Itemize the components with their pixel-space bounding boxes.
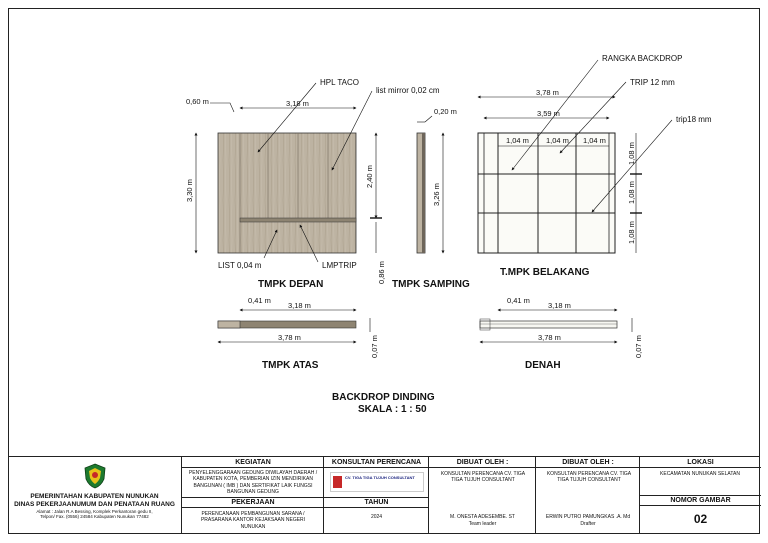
lokasi-cell xyxy=(639,457,760,534)
agency-line-1: PEMERINTAHAN KABUPATEN NUNUKAN xyxy=(30,493,159,500)
back-inner-dim: 3,59 m xyxy=(537,109,560,118)
drawing-title: BACKDROP DINDING xyxy=(332,392,435,403)
top-offset-dim: 0,41 m xyxy=(248,296,271,305)
front-upper-dim: 2,40 m xyxy=(365,165,374,188)
agency-address: Alamat : Jalan R.A Bessing, Komplek Perkantoran gedu II, xyxy=(36,509,153,514)
front-lower-dim: 0,86 m xyxy=(377,261,386,284)
agency-cell xyxy=(8,457,181,534)
plan-view xyxy=(480,296,643,371)
dibuat-oleh-1-role: Team leader xyxy=(468,521,497,527)
kegiatan-text: PENYELENGGARAAN GEDUNG DIWILAYAH DAERAH / KABUPATEN KOTA, PEMBERIAN IZIN MENDIRIKAN BANGUNAN ( IMB ) DAN SERTIFIKAT LAIK FUNGSI BANGUNAN GEDUNG xyxy=(188,470,318,495)
dibuat-oleh-1-name: M. ONESTA ADESEMBE. ST xyxy=(450,514,515,520)
back-view xyxy=(478,54,712,278)
dibuat-oleh-1-cell xyxy=(428,457,535,534)
front-view-label: TMPK DEPAN xyxy=(258,279,324,290)
plan-panel xyxy=(480,321,617,328)
top-depth-dim: 0,07 m xyxy=(370,335,379,358)
side-height-dim: 3,26 m xyxy=(432,183,441,206)
tahun-value: 2024 xyxy=(370,514,383,520)
callout-trip-12: TRIP 12 mm xyxy=(630,78,675,87)
back-view-label: T.MPK BELAKANG xyxy=(500,267,590,278)
plan-offset-dim: 0,41 m xyxy=(507,296,530,305)
back-bay-dim-3: 1,04 m xyxy=(583,136,606,145)
dibuat-oleh-2-company: KONSULTAN PERENCANA CV. TIGA TIGA TUJUH CONSULTANT xyxy=(546,471,632,484)
back-row-dim-3: 1,08 m xyxy=(627,221,636,244)
back-row-dim-1: 1,08 m xyxy=(627,142,636,165)
callout-list: LIST 0,04 m xyxy=(218,261,262,270)
konsultan-cell xyxy=(323,457,428,534)
drawing-scale: SKALA : 1 : 50 xyxy=(358,404,427,415)
agency-phone: Telpon/ Fax. (0556) 24584 Kabupaten Nunukan 77482 xyxy=(40,514,149,520)
nomor-gambar-value: 02 xyxy=(693,512,708,526)
back-bay-dim-2: 1,04 m xyxy=(546,136,569,145)
back-row-dim-2: 1,08 m xyxy=(627,181,636,204)
dibuat-oleh-2-header: DIBUAT OLEH : xyxy=(562,459,614,466)
plan-depth-dim: 0,07 m xyxy=(634,335,643,358)
kegiatan-cell xyxy=(181,457,323,534)
dibuat-oleh-2-name: ERWIN PUTRO PAMUNGKAS .A. Md xyxy=(545,514,631,520)
dibuat-oleh-2-cell xyxy=(535,457,639,534)
tahun-header: TAHUN xyxy=(364,499,389,506)
dibuat-oleh-1-header: DIBUAT OLEH : xyxy=(456,459,509,466)
konsultan-logo-icon xyxy=(333,476,342,488)
konsultan-logo-text: CV. TIGA TIGA TUJUH CONSULTANT xyxy=(345,475,415,480)
top-view xyxy=(218,296,379,371)
plan-outer-dim: 3,78 m xyxy=(538,333,561,342)
callout-lmptrip: LMPTRIP xyxy=(322,261,357,270)
front-list-strip xyxy=(240,218,356,222)
lokasi-header: LOKASI xyxy=(687,459,714,466)
pekerjaan-header: PEKERJAAN xyxy=(231,499,275,506)
pekerjaan-text: PERENCANAAN PEMBANGUNAN SARANA / PRASARANA KANTOR KEJAKSAAN NEGERI NUNUKAN xyxy=(200,511,306,530)
front-view xyxy=(185,78,440,290)
nomor-gambar-header: NOMOR GAMBAR xyxy=(670,497,731,504)
lokasi-text: KECAMATAN NUNUKAN SELATAN xyxy=(660,471,740,477)
back-frame xyxy=(478,133,615,253)
kegiatan-header: KEGIATAN xyxy=(235,459,271,466)
top-view-label: TMPK ATAS xyxy=(262,360,319,371)
callout-hpl-taco: HPL TACO xyxy=(320,78,359,87)
nunukan-emblem-icon xyxy=(84,463,106,489)
back-bay-dim-1: 1,04 m xyxy=(506,136,529,145)
plan-view-label: DENAH xyxy=(525,360,561,371)
top-inner-dim: 3,18 m xyxy=(288,301,311,310)
side-view xyxy=(392,107,470,290)
front-panel xyxy=(218,133,356,253)
callout-list-mirror: list mirror 0,02 cm xyxy=(376,86,440,95)
callout-trip-18: trip18 mm xyxy=(676,115,712,124)
callout-rangka-backdrop: RANGKA BACKDROP xyxy=(602,54,683,63)
konsultan-logo xyxy=(330,472,424,492)
dibuat-oleh-1-company: KONSULTAN PERENCANA CV. TIGA TIGA TUJUH CONSULTANT xyxy=(440,471,526,484)
top-outer-dim: 3,78 m xyxy=(278,333,301,342)
plan-inner-dim: 3,18 m xyxy=(548,301,571,310)
dibuat-oleh-2-role: Drafter xyxy=(580,521,596,527)
front-height-dim: 3,30 m xyxy=(185,179,194,202)
konsultan-header: KONSULTAN PERENCANA xyxy=(331,459,422,466)
back-outer-dim: 3,78 m xyxy=(536,88,559,97)
agency-line-2: DINAS PEKERJAANUMUM DAN PENATAAN RUANG xyxy=(14,500,175,508)
side-thickness-dim: 0,20 m xyxy=(434,107,457,116)
side-view-label: TMPK SAMPING xyxy=(392,279,470,290)
front-width-dim: 3,18 m xyxy=(286,99,309,108)
title-block xyxy=(8,456,760,534)
front-offset-dim: 0,60 m xyxy=(186,97,209,106)
